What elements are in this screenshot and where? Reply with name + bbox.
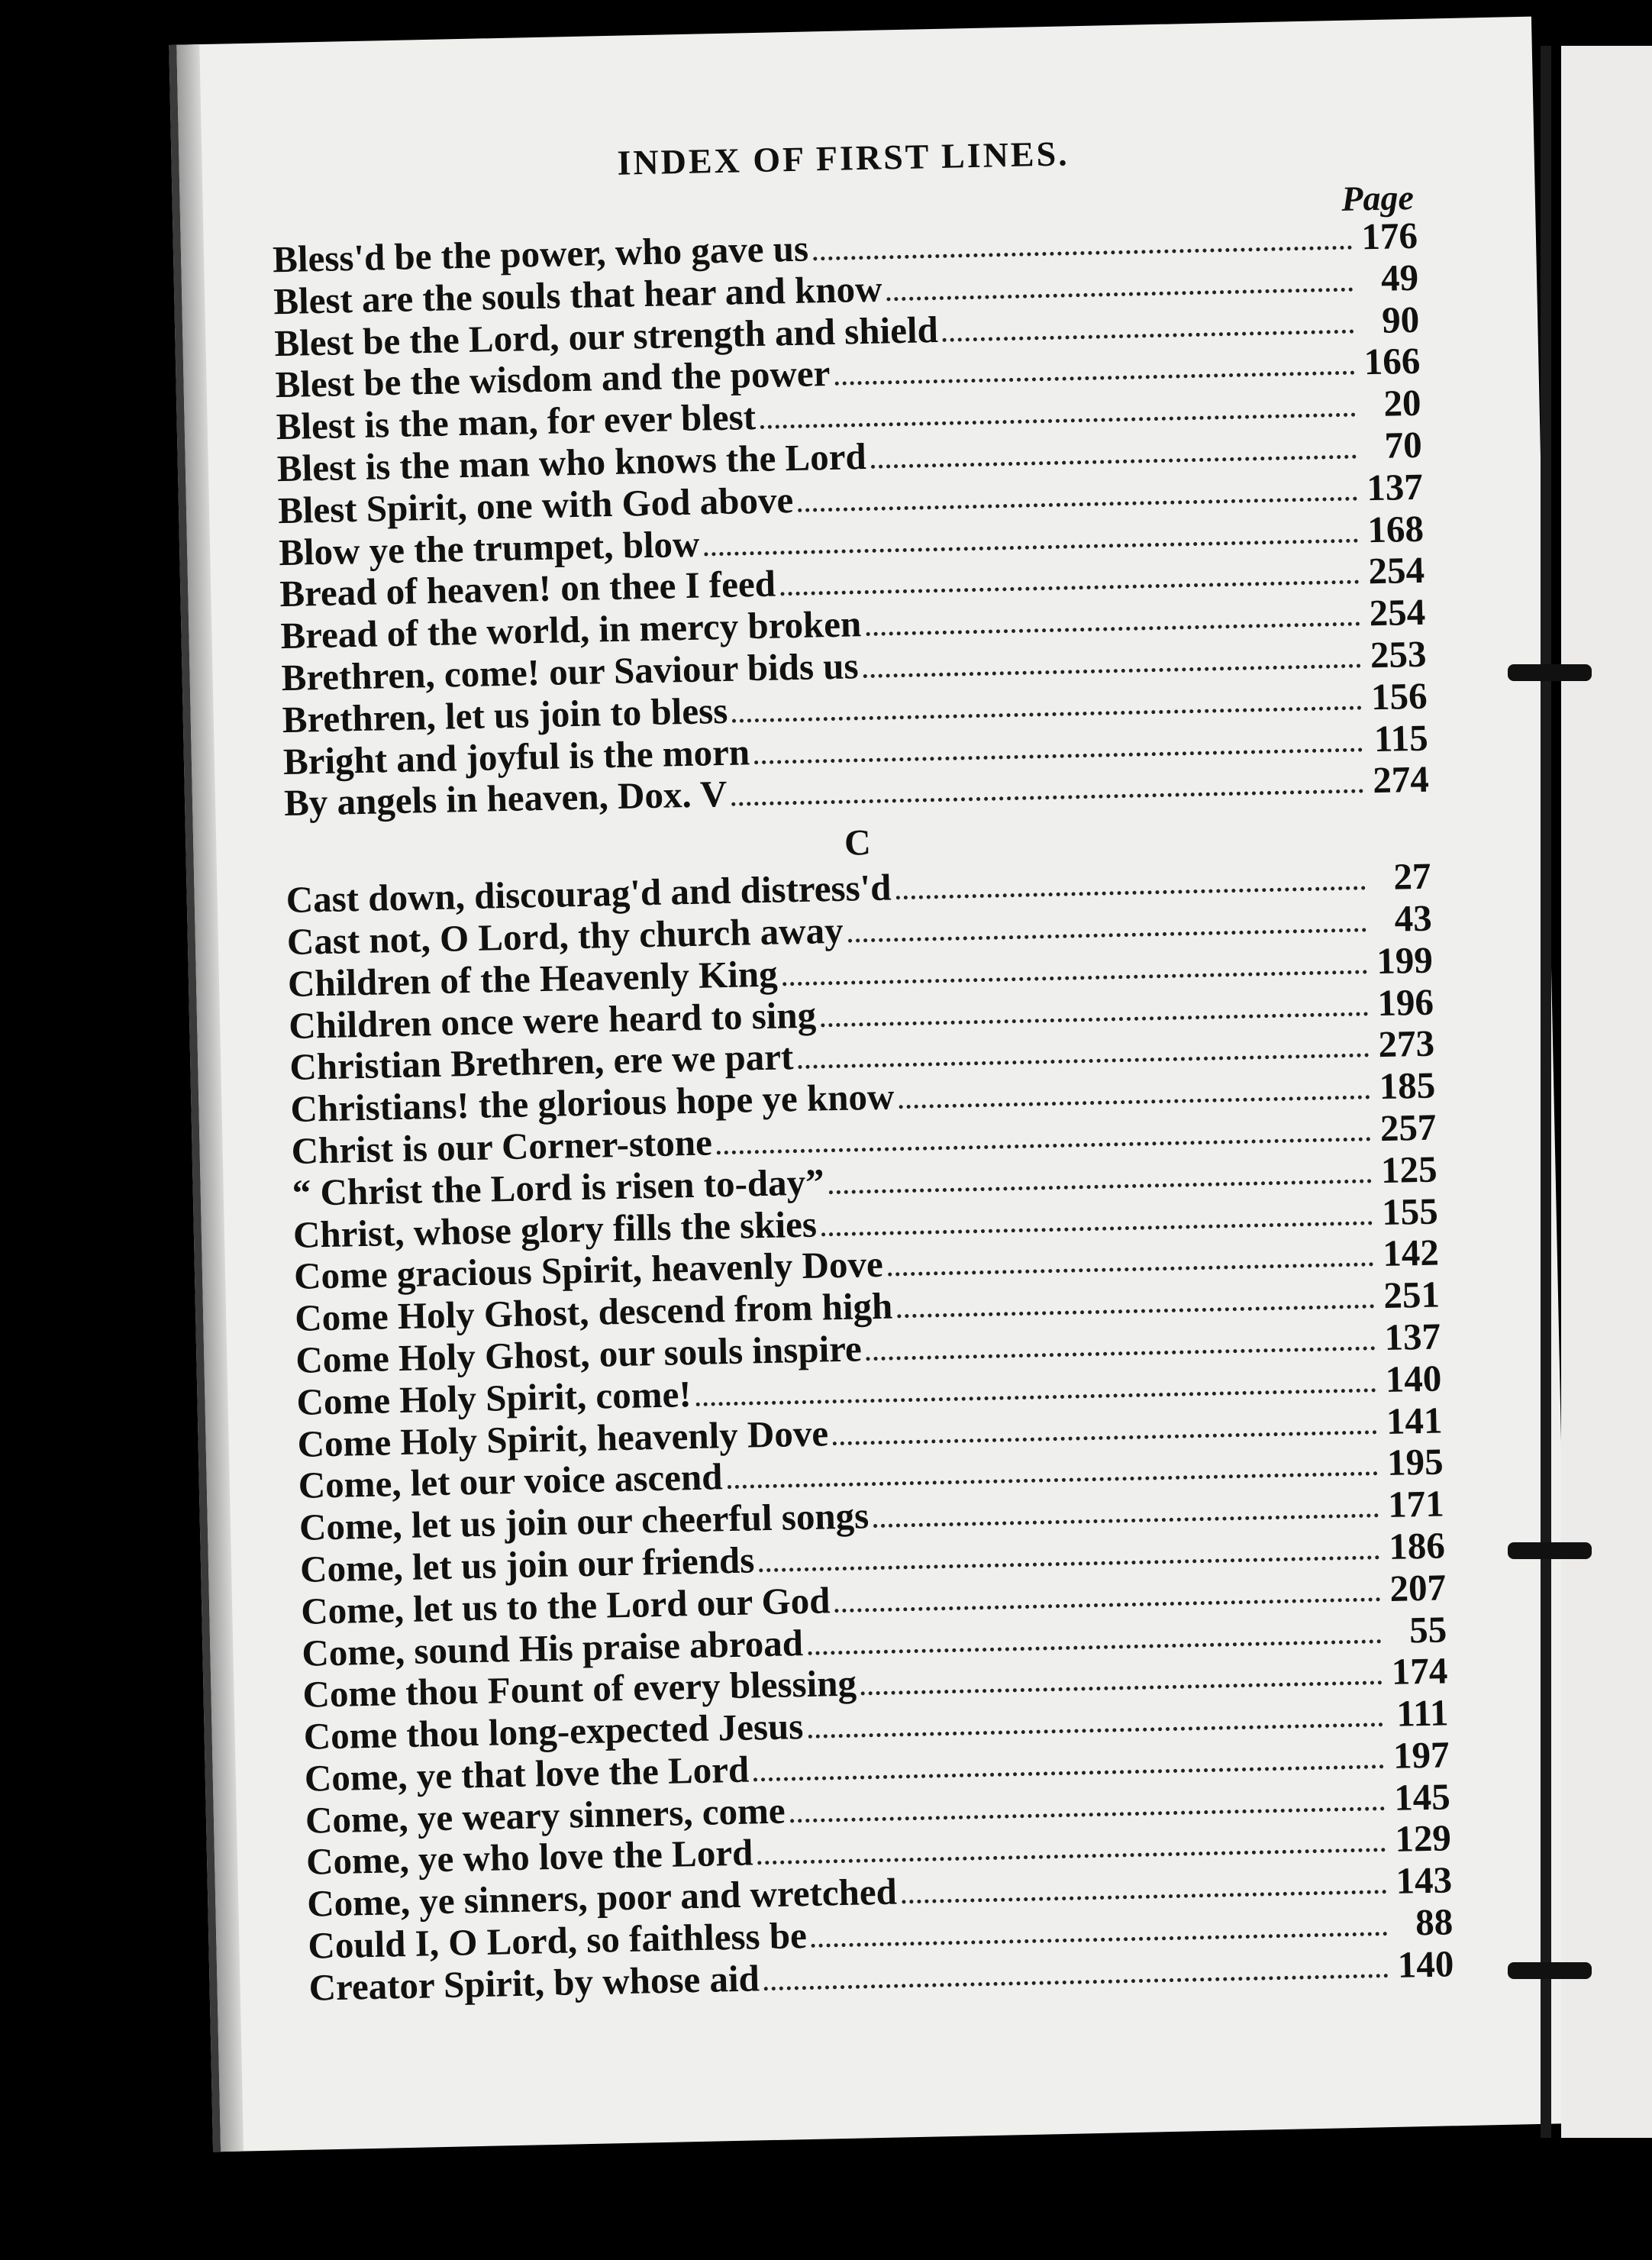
page-number: 199 bbox=[1376, 938, 1434, 982]
first-line-text: Come, let us join our friends bbox=[299, 1538, 755, 1590]
page-number: 195 bbox=[1386, 1440, 1444, 1484]
index-entry-list bbox=[286, 856, 1454, 2010]
dot-leader bbox=[888, 1263, 1373, 1277]
page-number: 142 bbox=[1382, 1231, 1440, 1275]
index-sections bbox=[273, 215, 1454, 2010]
page-number: 49 bbox=[1380, 256, 1419, 299]
page-number: 207 bbox=[1389, 1566, 1447, 1609]
dot-leader bbox=[808, 1722, 1383, 1739]
first-line-text: Brethren, come! our Saviour bids us bbox=[281, 644, 860, 699]
page-number: 143 bbox=[1395, 1858, 1453, 1903]
first-line-text: Blest be the Lord, our strength and shield bbox=[273, 308, 939, 364]
page-number: 156 bbox=[1370, 674, 1428, 718]
spine-line bbox=[1541, 46, 1551, 2138]
first-line-text: Bread of the world, in mercy broken bbox=[279, 602, 862, 657]
first-line-text: Bless'd be the power, who gave us bbox=[272, 227, 809, 281]
page-edge-shadow bbox=[176, 44, 244, 2152]
dot-leader bbox=[780, 580, 1359, 596]
page-number: 140 bbox=[1397, 1942, 1454, 1986]
dot-leader bbox=[863, 663, 1361, 678]
first-line-text: Blest are the souls that hear and know bbox=[273, 267, 883, 322]
page-number: 166 bbox=[1363, 340, 1421, 383]
index-content bbox=[270, 126, 1454, 2010]
dot-leader bbox=[848, 928, 1366, 942]
page-number: 257 bbox=[1379, 1106, 1437, 1150]
dot-leader bbox=[835, 1597, 1381, 1613]
first-line-text: By angels in heaven, Dox. V bbox=[283, 773, 728, 825]
dot-leader bbox=[887, 287, 1354, 301]
page-number: 141 bbox=[1386, 1398, 1443, 1442]
dot-leader bbox=[866, 1346, 1375, 1361]
section-letter-heading: C bbox=[844, 822, 872, 864]
dot-leader bbox=[764, 1974, 1389, 1990]
first-line-text: Christ, whose glory fills the skies bbox=[292, 1203, 818, 1256]
first-line-text: Come thou long-expected Jesus bbox=[303, 1705, 804, 1758]
dot-leader bbox=[871, 455, 1357, 469]
first-line-text: Come, let us join our cheerful songs bbox=[298, 1494, 870, 1548]
index-entry-list bbox=[273, 215, 1430, 825]
first-line-text: “ Christ the Lord is risen to-day” bbox=[292, 1161, 825, 1214]
dot-leader bbox=[943, 329, 1354, 341]
page-number: 254 bbox=[1367, 549, 1425, 592]
index-section bbox=[285, 809, 1454, 2010]
dot-leader bbox=[899, 1095, 1370, 1109]
first-line-text: Come Holy Ghost, descend from high bbox=[294, 1284, 893, 1340]
page-number: 55 bbox=[1408, 1607, 1447, 1651]
index-section bbox=[273, 215, 1430, 825]
dot-leader bbox=[897, 1304, 1374, 1318]
page-number: 254 bbox=[1369, 590, 1426, 634]
dot-leader bbox=[866, 622, 1360, 637]
first-line-text: Come, ye who love the Lord bbox=[305, 1831, 753, 1884]
dot-leader bbox=[811, 1932, 1388, 1948]
dot-leader bbox=[833, 1430, 1376, 1445]
first-line-text: Come, ye sinners, poor and wretched bbox=[306, 1870, 898, 1926]
page-number: 111 bbox=[1395, 1691, 1449, 1735]
dot-leader bbox=[813, 246, 1352, 261]
page-number: 251 bbox=[1383, 1273, 1441, 1317]
first-line-text: Come Holy Ghost, our souls inspire bbox=[295, 1327, 863, 1381]
first-line-text: Christians! the glorious hope ye know bbox=[289, 1075, 895, 1131]
page-number: 129 bbox=[1394, 1816, 1452, 1861]
page-number: 196 bbox=[1376, 980, 1434, 1024]
page-number: 197 bbox=[1392, 1733, 1450, 1777]
first-line-text: Blow ye the trumpet, blow bbox=[278, 522, 700, 573]
page-number: 145 bbox=[1393, 1775, 1451, 1819]
page-number: 174 bbox=[1391, 1649, 1448, 1693]
dot-leader bbox=[821, 1012, 1368, 1027]
page-number: 137 bbox=[1366, 465, 1424, 509]
page-number: 90 bbox=[1381, 298, 1420, 341]
dot-leader bbox=[732, 789, 1364, 806]
dot-leader bbox=[902, 1890, 1386, 1903]
page-number: 43 bbox=[1394, 896, 1433, 940]
first-line-text: Christ is our Corner-stone bbox=[291, 1121, 713, 1172]
page-number: 70 bbox=[1384, 423, 1423, 467]
first-line-text: Come, ye weary sinners, come bbox=[305, 1789, 786, 1842]
dot-leader bbox=[835, 371, 1355, 386]
binding-stitch bbox=[1508, 1962, 1592, 1979]
page-number: 274 bbox=[1372, 758, 1430, 802]
first-line-text: Blest be the wisdom and the power bbox=[275, 352, 831, 406]
binding-stitch bbox=[1508, 1542, 1592, 1559]
dot-leader bbox=[829, 1179, 1372, 1194]
page-number: 88 bbox=[1415, 1900, 1454, 1944]
first-line-text: Come, let our voice ascend bbox=[298, 1455, 723, 1507]
first-line-text: Come, ye that love the Lord bbox=[304, 1748, 750, 1800]
page-number: 20 bbox=[1383, 381, 1422, 425]
page-number: 176 bbox=[1360, 214, 1418, 258]
page-number: 115 bbox=[1373, 716, 1429, 760]
first-line-text: Bright and joyful is the morn bbox=[282, 730, 750, 783]
page-number: 273 bbox=[1377, 1022, 1435, 1066]
first-line-text: Come, let us to the Lord our God bbox=[300, 1579, 831, 1632]
dot-leader bbox=[782, 970, 1367, 986]
dot-leader bbox=[760, 413, 1356, 429]
dot-leader bbox=[873, 1513, 1379, 1528]
first-line-text: Could I, O Lord, so faithless be bbox=[307, 1914, 808, 1967]
facing-page-edge bbox=[1561, 46, 1652, 2138]
first-line-text: Blest is the man who knows the Lord bbox=[276, 434, 867, 490]
page-number: 171 bbox=[1387, 1482, 1445, 1526]
page-number: 125 bbox=[1380, 1148, 1438, 1191]
dot-leader bbox=[798, 496, 1357, 512]
page-number: 155 bbox=[1381, 1190, 1439, 1233]
binding-stitch bbox=[1508, 664, 1592, 681]
first-line-text: Come Holy Spirit, come! bbox=[295, 1372, 692, 1423]
page-column-label: Page bbox=[1341, 177, 1415, 218]
first-line-text: Blest Spirit, one with God above bbox=[277, 478, 794, 531]
page-number: 27 bbox=[1392, 854, 1432, 898]
page-number: 137 bbox=[1384, 1315, 1441, 1358]
page-title: INDEX OF FIRST LINES. bbox=[617, 134, 1070, 182]
first-line-text: Brethren, let us join to bless bbox=[282, 689, 728, 741]
first-line-text: Come gracious Spirit, heavenly Dove bbox=[293, 1243, 884, 1298]
first-line-text: Come Holy Spirit, heavenly Dove bbox=[297, 1411, 829, 1465]
first-line-text: Come, sound His praise abroad bbox=[301, 1621, 804, 1674]
book-page bbox=[169, 17, 1575, 2152]
dot-leader bbox=[790, 1806, 1385, 1823]
first-line-text: Blest is the man, for ever blest bbox=[276, 396, 757, 448]
page-number: 253 bbox=[1370, 632, 1427, 676]
dot-leader bbox=[808, 1639, 1381, 1655]
first-line-text: Creator Spirit, by whose aid bbox=[308, 1957, 760, 2009]
first-line-text: Children once were heard to sing bbox=[288, 993, 817, 1047]
page-number: 186 bbox=[1388, 1524, 1446, 1567]
first-line-text: Cast down, discourag'd and distress'd bbox=[286, 866, 892, 922]
first-line-text: Bread of heaven! on thee I feed bbox=[279, 562, 776, 615]
page-number: 185 bbox=[1379, 1064, 1436, 1108]
dot-leader bbox=[896, 886, 1366, 900]
page-number: 168 bbox=[1366, 507, 1425, 550]
first-line-text: Cast not, O Lord, thy church away bbox=[286, 909, 844, 963]
first-line-text: Christian Brethren, ere we part bbox=[289, 1035, 794, 1089]
dot-leader bbox=[821, 1221, 1373, 1236]
dot-leader bbox=[861, 1680, 1382, 1695]
first-line-text: Children of the Heavenly King bbox=[287, 952, 779, 1005]
dot-leader bbox=[799, 1054, 1370, 1070]
page-number: 140 bbox=[1385, 1357, 1442, 1400]
first-line-text: Come thou Fount of every blessing bbox=[302, 1661, 857, 1716]
